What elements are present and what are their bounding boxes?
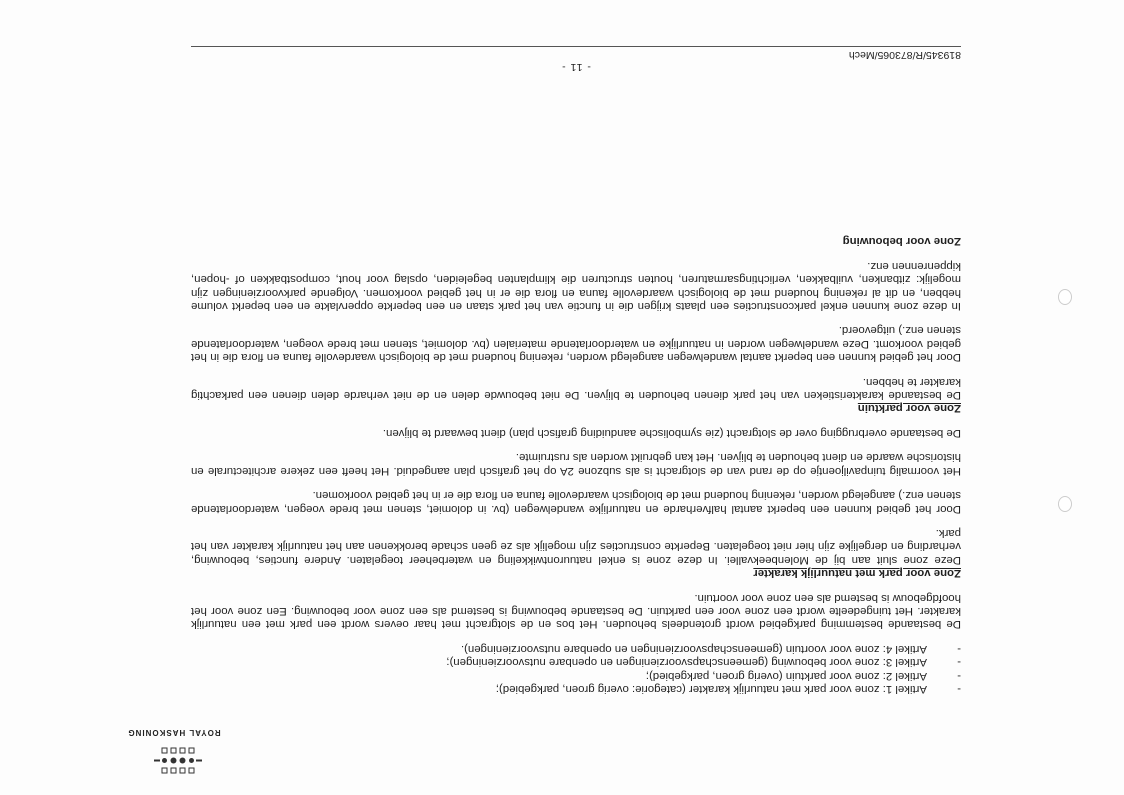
list-dash: -: [957, 669, 961, 682]
list-item: [191, 682, 961, 695]
paragraph: De bestaande karakteristieken van het park dienen behouden te blijven. De niet bebouwde delen en de niet verharde delen dienen een parkachtig karakter te hebben.: [191, 375, 961, 402]
list-item: [191, 655, 961, 668]
punch-hole: [1058, 289, 1072, 305]
list-dash: -: [957, 642, 961, 655]
paragraph: Het voormalig tuinpaviljoentje op de rand van de slotgracht is als subzone 2A op het grafisch plan aangeduid. Het heeft een zekere architecturale en historische waarde en dient behouden te blijven. Het kan gebruikt worden als rustruimte.: [191, 451, 961, 477]
paragraph: Door het gebied kunnen een beperkt aantal wandelwegen aangelegd worden, rekening houdend met de biologisch waardevolle fauna en flora die in het gebied voorkomt. Deze wandelwegen worden in natuurlijke en waterdoorlatende materialen (bv. dolomiet, stenen met brede voegen, waterdoorlatende stenen enz.) uitgevoerd.: [191, 324, 961, 364]
list-item: [191, 668, 961, 681]
paragraph: In deze zone kunnen enkel parkconstructies een plaats krijgen die in functie van het park staan en een beperkte oppervlakte en een beperkt volume hebben, en dit al rekening houdend met de biologisch waardevolle fauna en flora die er in het gebied voorkomen. Volgende parkvoorzieningen zijn mogelijk: zitbanken, vuilbakken, verlichtingsarmaturen, houten structuren die klimplanten begeleiden, opslag voor hout, compostbakken of -hopen, kippenrennen enz.: [191, 259, 961, 313]
section-heading-parktuin: Zone voor parktuin: [857, 402, 961, 415]
list-item-text: Artikel 4: zone voor voortuin (gemeenschapsvoorzieningen en openbare nutsvoorzieningen).: [460, 642, 927, 655]
page-header: [191, 46, 961, 73]
section-heading-park-natuurlijk: Zone voor park met natuurlijk karakter: [753, 567, 961, 580]
paragraph: De bestaande overbrugging over de slotgracht (zie symbolische aanduiding grafisch plan) dient bewaard te blijven.: [382, 426, 961, 439]
list-item: [191, 641, 961, 654]
logo-mark-icon: [146, 741, 202, 775]
document-code: 819345/R/873065/Mech: [848, 49, 961, 61]
list-item-text: Artikel 2: zone voor parktuin (overig groen, parkgebied);: [645, 669, 927, 682]
list-item-text: Artikel 1: zone voor park met natuurlijk karakter (categorie: overig groen, parkgebied);: [495, 683, 927, 695]
document-body: [191, 234, 961, 695]
paragraph: Door het gebied kunnen een beperkt aantal halfverharde en natuurlijke wandelwegen (bv. in dolomiet, stenen met brede voegen, waterdoorlatende stenen enz.) aangelegd worden, rekening houdend met de biologisch waardevolle fauna en flora die er in het gebied voorkomen.: [191, 489, 961, 515]
section-heading-bebouwing: Zone voor bebouwing: [842, 235, 961, 248]
punch-hole: [1058, 496, 1072, 512]
company-logo: [104, 715, 244, 775]
paragraph: Deze zone sluit aan bij de Molenbeekvallei. In deze zone is enkel natuurontwikkeling en waterbeheer toegelaten. Andere functies, bebouwing, verharding en dergelijke zijn hier niet toegelaten. Beperkte constructies zijn mogelijk als ze geen schade berokkenen aan het natuurlijk karakter van het park.: [191, 526, 961, 566]
intro-paragraph: De bestaande bestemming parkgebied wordt grotendeels behouden. Het bos en de slotgracht met haar oevers wordt een park met een natuurlijk karakter. Het tuingedeelte wordt een zone voor een parktuin. De bestaande bebouwing is bestemd als een zone voor bebouwing. Een zone voor het hoofdgebouw is bestemd als een zone voor voortuin.: [191, 591, 961, 631]
list-dash: -: [957, 656, 961, 669]
list-item-text: Artikel 3: zone voor bebouwing (gemeenschapsvoorzieningen en openbare nutsvoorzieningen);: [446, 656, 927, 669]
page-number: - 11 -: [561, 61, 591, 73]
article-list: [191, 641, 961, 695]
company-name: ROYAL HASKONING: [127, 728, 221, 737]
list-dash: -: [957, 683, 961, 695]
